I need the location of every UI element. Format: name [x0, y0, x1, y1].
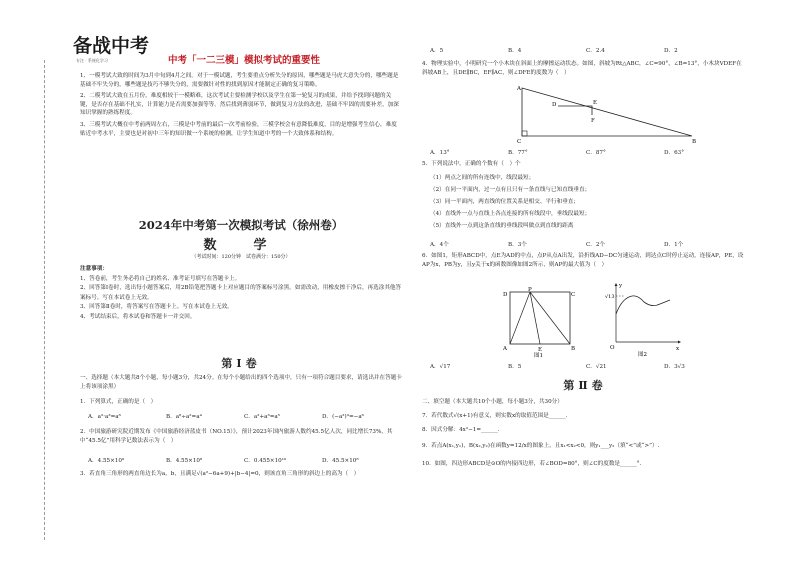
intro-para: 1、一模考试大致的时间为3月中旬到4月之间。对于一模试题，考生要重点分析失分的原因，哪些题是马虎大意失分的，哪些题是基础不牢失分的，哪些题是技巧不够失分的，需要做针对性的找到原因才能制定正确的复习策略。 [80, 73, 399, 88]
label-a: A [503, 346, 507, 352]
option: B．a⁸÷a²=a⁴ [166, 414, 202, 420]
time-info: （考试时间：120分钟 试卷满分：150分） [191, 254, 291, 260]
question-5: 5．下列说法中，正确的个数有（ ）个 [422, 161, 521, 167]
option: A．a²·a³=a⁶ [88, 414, 121, 420]
option: C．87° [586, 150, 606, 156]
option: D．(−a²)³=−a⁶ [322, 414, 364, 420]
logo-text: 备战中考 [73, 35, 150, 57]
notes-block [80, 265, 402, 322]
figure-1-caption: 图1 [534, 353, 543, 358]
question-4: 4．物理实验中，小明研究一个小木块在斜面上的摩擦运动状态。如图，斜坡为Rt△ABC，∠C=90°，∠B=13°，小木块VDEF在斜坡AB上，且DE∥BC，EF∥AC，则∠DFE的度数为（ ） [422, 61, 742, 76]
question-3-options [430, 46, 746, 54]
brand-logo [70, 26, 152, 66]
label-d: D [503, 292, 508, 298]
notes-title: 注意事项： [80, 266, 108, 272]
option: C．2.4 [586, 48, 605, 54]
note-item: 1、答卷前，考生务必将自己的姓名、准考证号填写在答题卡上。 [80, 275, 241, 282]
option: A．4个 [430, 242, 449, 248]
origin-label: O [610, 345, 615, 351]
note-item: 3、回答第Ⅱ卷时，将答案写在答题卡上。写在本试卷上无效。 [80, 304, 233, 310]
option: C．0.455×10¹⁰ [244, 458, 287, 464]
option: C．√21 [586, 364, 607, 370]
binding-line [44, 60, 45, 540]
question-1: 1．下列算式，正确的是（ ） [80, 399, 157, 405]
note-item: 4、考试结束后，将本试卷和答题卡一并交回。 [80, 313, 196, 320]
label-c: C [571, 292, 576, 298]
option: B．77° [508, 150, 528, 156]
label-d: D [552, 102, 557, 108]
option: D．63° [664, 150, 684, 156]
label-b: B [571, 346, 576, 352]
statement: （5）直线外一点到这条直线的垂线段叫做点到直线的距离 [430, 223, 574, 229]
question-5-options [430, 240, 746, 248]
question-2-options [88, 456, 402, 464]
label-f: F [591, 118, 595, 124]
option: B．5 [508, 364, 522, 370]
label-e: E [593, 100, 598, 106]
option: A．4.55×10⁹ [88, 458, 125, 464]
label-b: B [692, 139, 697, 144]
note-item: 2、回答第Ⅰ卷时，选出每小题答案后，用2B铅笔把答题卡上对应题目的答案标号涂黑。如需改动，用橡皮擦干净后，再选涂其他答案标号。写在本试卷上无效。 [80, 285, 402, 301]
question-10: 10．如图，四边形ABCD是⊙O的内接四边形，若∠BOD=80°，则∠C的度数是______°. [422, 461, 642, 467]
intro-title: 中考「一二三模」模拟考试的重要性 [168, 55, 321, 66]
intro-para: 3、三模考试大概在中考前两周左右，三模是中考前的最后一次考前检验，三模学校会有意降低难度，目的是增强考生信心，难度贴近中考水平，主要也是对初中三年的知识做一个系统的检测，让学生知道中考的一个大致体系和结构。 [80, 121, 397, 137]
option: D．1个 [664, 242, 684, 248]
intro-para: 2、二模考试大致在五月份，难度相较于一模略难，这次考试主要检测学校以及学生在第一轮复习的成果，并给予找到问题的关键，是否存在基础不扎实，计算能力是否需要加强等等。然后找到薄弱环节，做到复习方法的改进，基础不牢固的需要补差，加深知识掌握的熟练程度。 [80, 93, 399, 117]
option: A．13° [430, 150, 450, 156]
section-2-heading: 二、填空题（本大题共10个小题，每小题3分，共30分） [422, 399, 563, 405]
option: B．3个 [508, 242, 527, 248]
figure-1-rectangle [500, 286, 580, 358]
logo-sub: 专注 · 系统化学习 [76, 58, 108, 63]
question-6-options [430, 362, 746, 370]
option: B．4 [508, 48, 522, 54]
statement: （3）同一平面内，两直线的位置关系是相交、平行和垂直； [430, 199, 579, 205]
question-8: 8．因式分解：4x²−1=______． [422, 427, 504, 433]
figure-2-caption: 图2 [638, 352, 647, 358]
figure-2-graph [604, 282, 682, 358]
section-1-heading: 一、选择题（本大题共8个小题，每小题3分，共24分。在每个小题给出的四个选项中，只有一项符合题目要求，请选出并在答题卡上将该项涂黑） [80, 375, 402, 390]
question-1-options [88, 412, 402, 420]
label-e: E [538, 347, 543, 353]
question-2: 2．中国旅游研究院近期发布《中国旅游经济蓝皮书（NO.15）》，预计2023年国内旅游人数约45.5亿人次，同比增长73%，其中“45.5亿”用科学记数法表示为（ ） [80, 429, 393, 444]
slope-figure [500, 82, 700, 144]
statement: （4）直线外一点与直线上各点连接的所有线段中，垂线段最短； [430, 211, 591, 217]
label-a: A [517, 86, 521, 92]
volume-1-title: 第Ⅰ卷 [221, 357, 261, 370]
question-6: 6．如图1，矩形ABCD中，点E为AD的中点，点P从点A出发，沿折线AD−DC匀速运动，到达点C时停止运动，连接AP，PE，设AP为x，PB为y，且y关于x的函数图像如图2所示，则AP的最大值为（ ） [422, 253, 744, 268]
option: D．2 [664, 48, 678, 54]
option: D．3√3 [664, 364, 685, 370]
exam-title: 2024年中考第一次模拟考试（徐州卷） [138, 218, 344, 232]
volume-2-title: 第Ⅱ卷 [563, 379, 607, 392]
label-p: P [528, 287, 532, 293]
option: C．a²+a³=a⁵ [244, 414, 280, 420]
question-4-options [430, 148, 746, 156]
statement: （1）两点之间的所有连线中，线段最短； [430, 175, 535, 181]
option: A．5 [430, 48, 444, 54]
intro-block [80, 72, 402, 141]
label-c: C [517, 139, 522, 144]
subject-title: 数 学 [203, 238, 279, 253]
y-axis-label: y [619, 283, 623, 289]
option: B．4.55×10⁸ [166, 458, 203, 464]
statement: （2）在同一平面内，过一点有且只有一条直线与已知直线垂直； [430, 187, 591, 193]
question-5-statements [430, 172, 746, 232]
option: A．√17 [430, 364, 451, 370]
question-3: 3．若直角三角形的两直角边长为a，b，且满足√(a²−6a+9)+|b−4|=0，则该直角三角形的斜边上的高为（ ） [80, 471, 360, 477]
y-axis-value: √13 [605, 294, 615, 300]
x-axis-label: x [676, 346, 680, 352]
option: D．45.5×10⁸ [322, 458, 359, 464]
question-7: 7．若代数式√(x+1)有意义，则实数x的取值范围是______． [422, 413, 572, 419]
question-9: 9．若点A(x₁,y₁)，B(x₂,y₂)在函数y=12/x的图象上，且x₁<x₂<0，则y₁___y₂（填“<”或“>”）. [422, 443, 660, 449]
option: C．2个 [586, 242, 606, 248]
